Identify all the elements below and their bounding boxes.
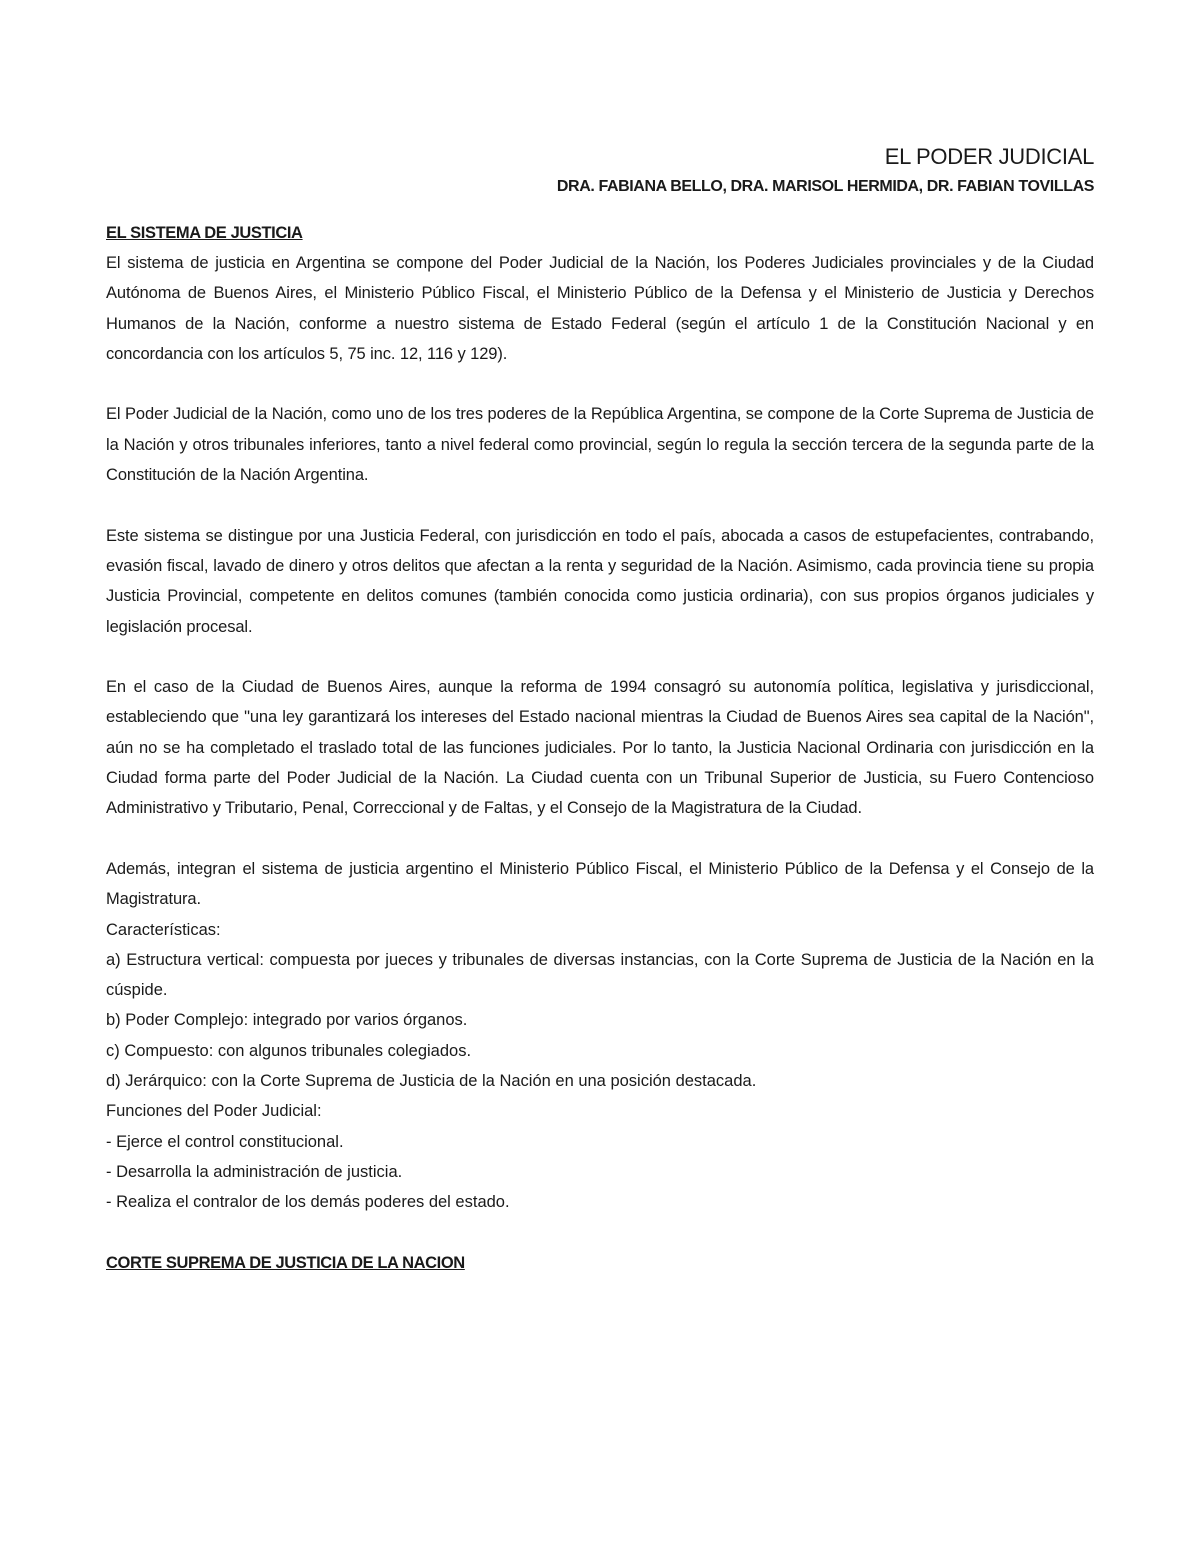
paragraph-1: El sistema de justicia en Argentina se compone del Poder Judicial de la Nación, los Poderes Judiciales provinciales y de la Ciudad Autónoma de Buenos Aires, el Ministerio Público Fiscal, el Ministerio Público de la Defensa y el Ministerio de Justicia y Derechos Humanos de la Nación, conforme a nuestro sistema de Estado Federal (según el artículo 1 de la Constitución Nacional y en concordancia con los artículos 5, 75 inc. 12, 116 y 129). — [106, 254, 1094, 363]
paragraph-2: El Poder Judicial de la Nación, como uno de los tres poderes de la República Argentina, se compone de la Corte Suprema de Justicia de la Nación y otros tribunales inferiores, tanto a nivel federal como provincial, según lo regula la sección tercera de la segunda parte de la Constitución de la Nación Argentina. — [106, 405, 1094, 485]
list-item: a) Estructura vertical: compuesta por jueces y tribunales de diversas instancias, con la Corte Suprema de Justicia de la Nación en la cúspide. — [106, 950, 1094, 1000]
section-heading-corte-suprema: CORTE SUPREMA DE JUSTICIA DE LA NACION — [106, 1253, 465, 1272]
list-item: c) Compuesto: con algunos tribunales colegiados. — [106, 1041, 472, 1060]
paragraph-3: Este sistema se distingue por una Justicia Federal, con jurisdicción en todo el país, abocada a casos de estupefacientes, contrabando, evasión fiscal, lavado de dinero y otros delitos que afectan a la renta y seguridad de la Nación. Asimismo, cada provincia tiene su propia Justicia Provincial, competente en delitos comunes (también conocida como justicia ordinaria), con sus propios órganos judiciales y legislación procesal. — [106, 526, 1094, 636]
document-authors: DRA. FABIANA BELLO, DRA. MARISOL HERMIDA, DR. FABIAN TOVILLAS — [556, 178, 1094, 195]
document-title: EL PODER JUDICIAL — [884, 144, 1094, 169]
list-item: b) Poder Complejo: integrado por varios órganos. — [106, 1011, 468, 1030]
caracteristicas-list — [106, 915, 1094, 1097]
document-page — [106, 142, 1094, 1278]
paragraph-4: En el caso de la Ciudad de Buenos Aires, aunque la reforma de 1994 consagró su autonomía política, legislativa y jurisdiccional, estableciendo que "una ley garantizará los intereses del Estado nacional mientras la Ciudad de Buenos Aires sea capital de la Nación", aún no se ha completado el traslado total de las funciones judiciales. Por lo tanto, la Justicia Nacional Ordinaria con jurisdicción en la Ciudad forma parte del Poder Judicial de la Nación. La Ciudad cuenta con un Tribunal Superior de Justicia, su Fuero Contencioso Administrativo y Tributario, Penal, Correccional y de Faltas, y el Consejo de la Magistratura de la Ciudad. — [106, 678, 1094, 818]
list-item: - Realiza el contralor de los demás poderes del estado. — [106, 1193, 510, 1212]
section-heading-sistema-de-justicia: EL SISTEMA DE JUSTICIA — [106, 224, 303, 242]
list-item: - Ejerce el control constitucional. — [106, 1132, 344, 1151]
paragraph-5: Además, integran el sistema de justicia argentino el Ministerio Público Fiscal, el Ministerio Público de la Defensa y el Consejo de la Magistratura. — [106, 859, 1094, 909]
funciones-heading: Funciones del Poder Judicial: — [106, 1102, 322, 1121]
list-item: d) Jerárquico: con la Corte Suprema de Justicia de la Nación en una posición destacada. — [106, 1072, 757, 1091]
funciones-list — [106, 1096, 1094, 1217]
list-item: - Desarrolla la administración de justicia. — [106, 1162, 403, 1181]
caracteristicas-heading: Características: — [106, 920, 221, 939]
